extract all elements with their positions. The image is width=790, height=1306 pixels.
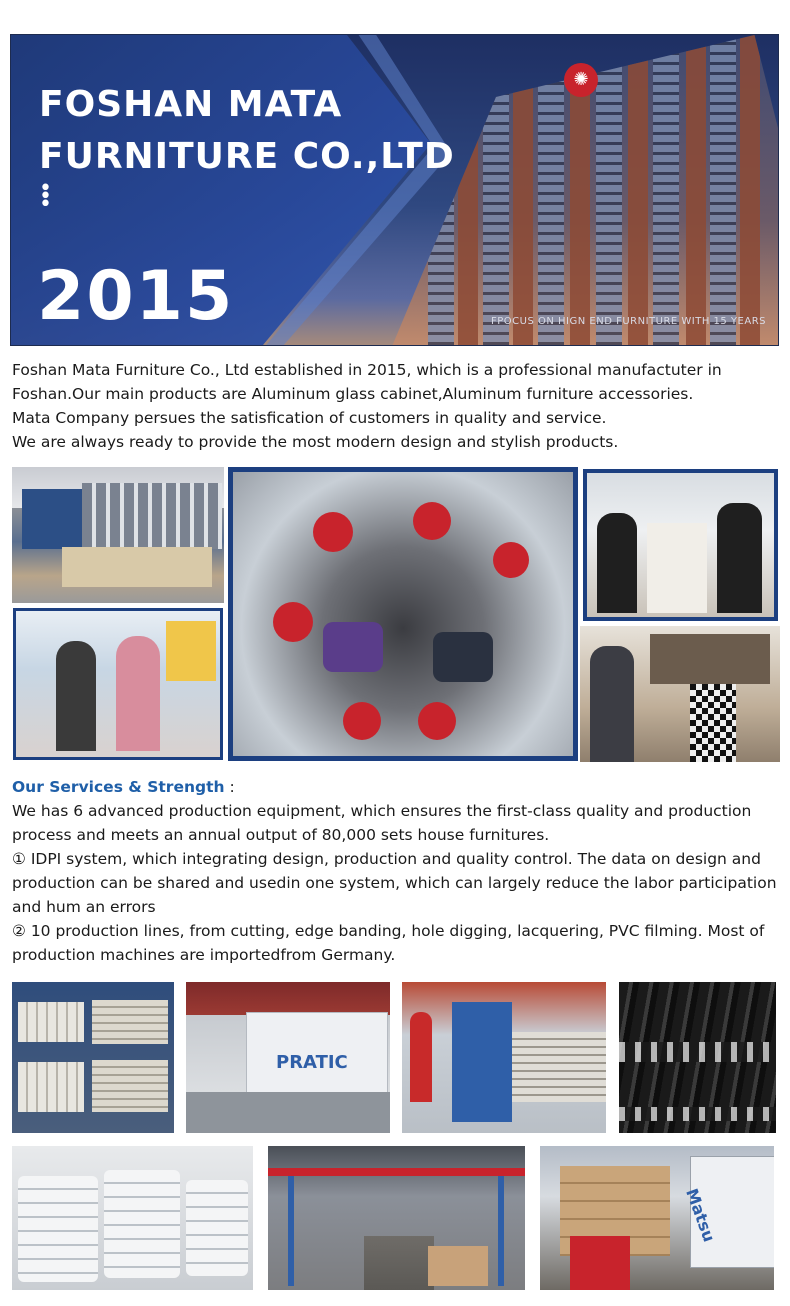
banner-title: FOSHAN MATA FURNITURE CO.,LTD	[39, 84, 455, 177]
company-intro	[12, 358, 782, 454]
container-brand-label: Matsu	[682, 1186, 719, 1245]
banner-dots: • • •	[39, 176, 52, 217]
hero-banner	[10, 34, 779, 346]
intro-line: Foshan Mata Furniture Co., Ltd established in 2015, which is a professional manufactuter in Foshan.Our main products are Aluminum glass cabinet,Aluminum furniture accessories.	[12, 361, 722, 403]
services-heading: Our Services & Strength	[12, 778, 225, 796]
photo-cnc-machine	[186, 982, 390, 1133]
services-item-2: ② 10 production lines, from cutting, edge banding, hole digging, lacquering, PVC filming. Most of production machines are importedfrom Germany.	[12, 922, 765, 964]
intro-line: Mata Company persues the satisfication of customers in quality and service.	[12, 409, 607, 427]
photo-meeting-office	[583, 469, 778, 621]
photo-truck	[12, 467, 224, 603]
machine-brand-label: PRATIC	[276, 1052, 348, 1073]
photo-showroom-visit	[580, 626, 780, 762]
photo-forklift-warehouse	[402, 982, 606, 1133]
photo-container-loading	[540, 1146, 774, 1290]
photo-aluminum-stock	[12, 982, 174, 1133]
services-item-1: ① IDPI system, which integrating design, production and quality control. The data on design and production can be shared and usedin one system, which can largely reduce the labor participation and hum an errors	[12, 850, 777, 916]
intro-line: We are always ready to provide the most modern design and stylish products.	[12, 433, 619, 451]
photo-team-christmas	[228, 467, 578, 761]
services-section	[12, 775, 784, 967]
company-logo-icon: ✺	[564, 63, 598, 97]
banner-tagline: FPOCUS ON HIGN END FURNITURE WITH 15 YEARS	[491, 316, 766, 327]
photo-exhibition-booth	[13, 608, 223, 760]
banner-year: 2015	[37, 257, 235, 336]
services-heading-suffix: :	[224, 778, 235, 796]
photo-black-profiles	[619, 982, 776, 1133]
services-intro: We has 6 advanced production equipment, which ensures the first-class quality and production process and meets an annual output of 80,000 sets house furnitures.	[12, 802, 752, 844]
photo-warehouse-aisle	[268, 1146, 525, 1290]
photo-packed-goods	[12, 1146, 253, 1290]
